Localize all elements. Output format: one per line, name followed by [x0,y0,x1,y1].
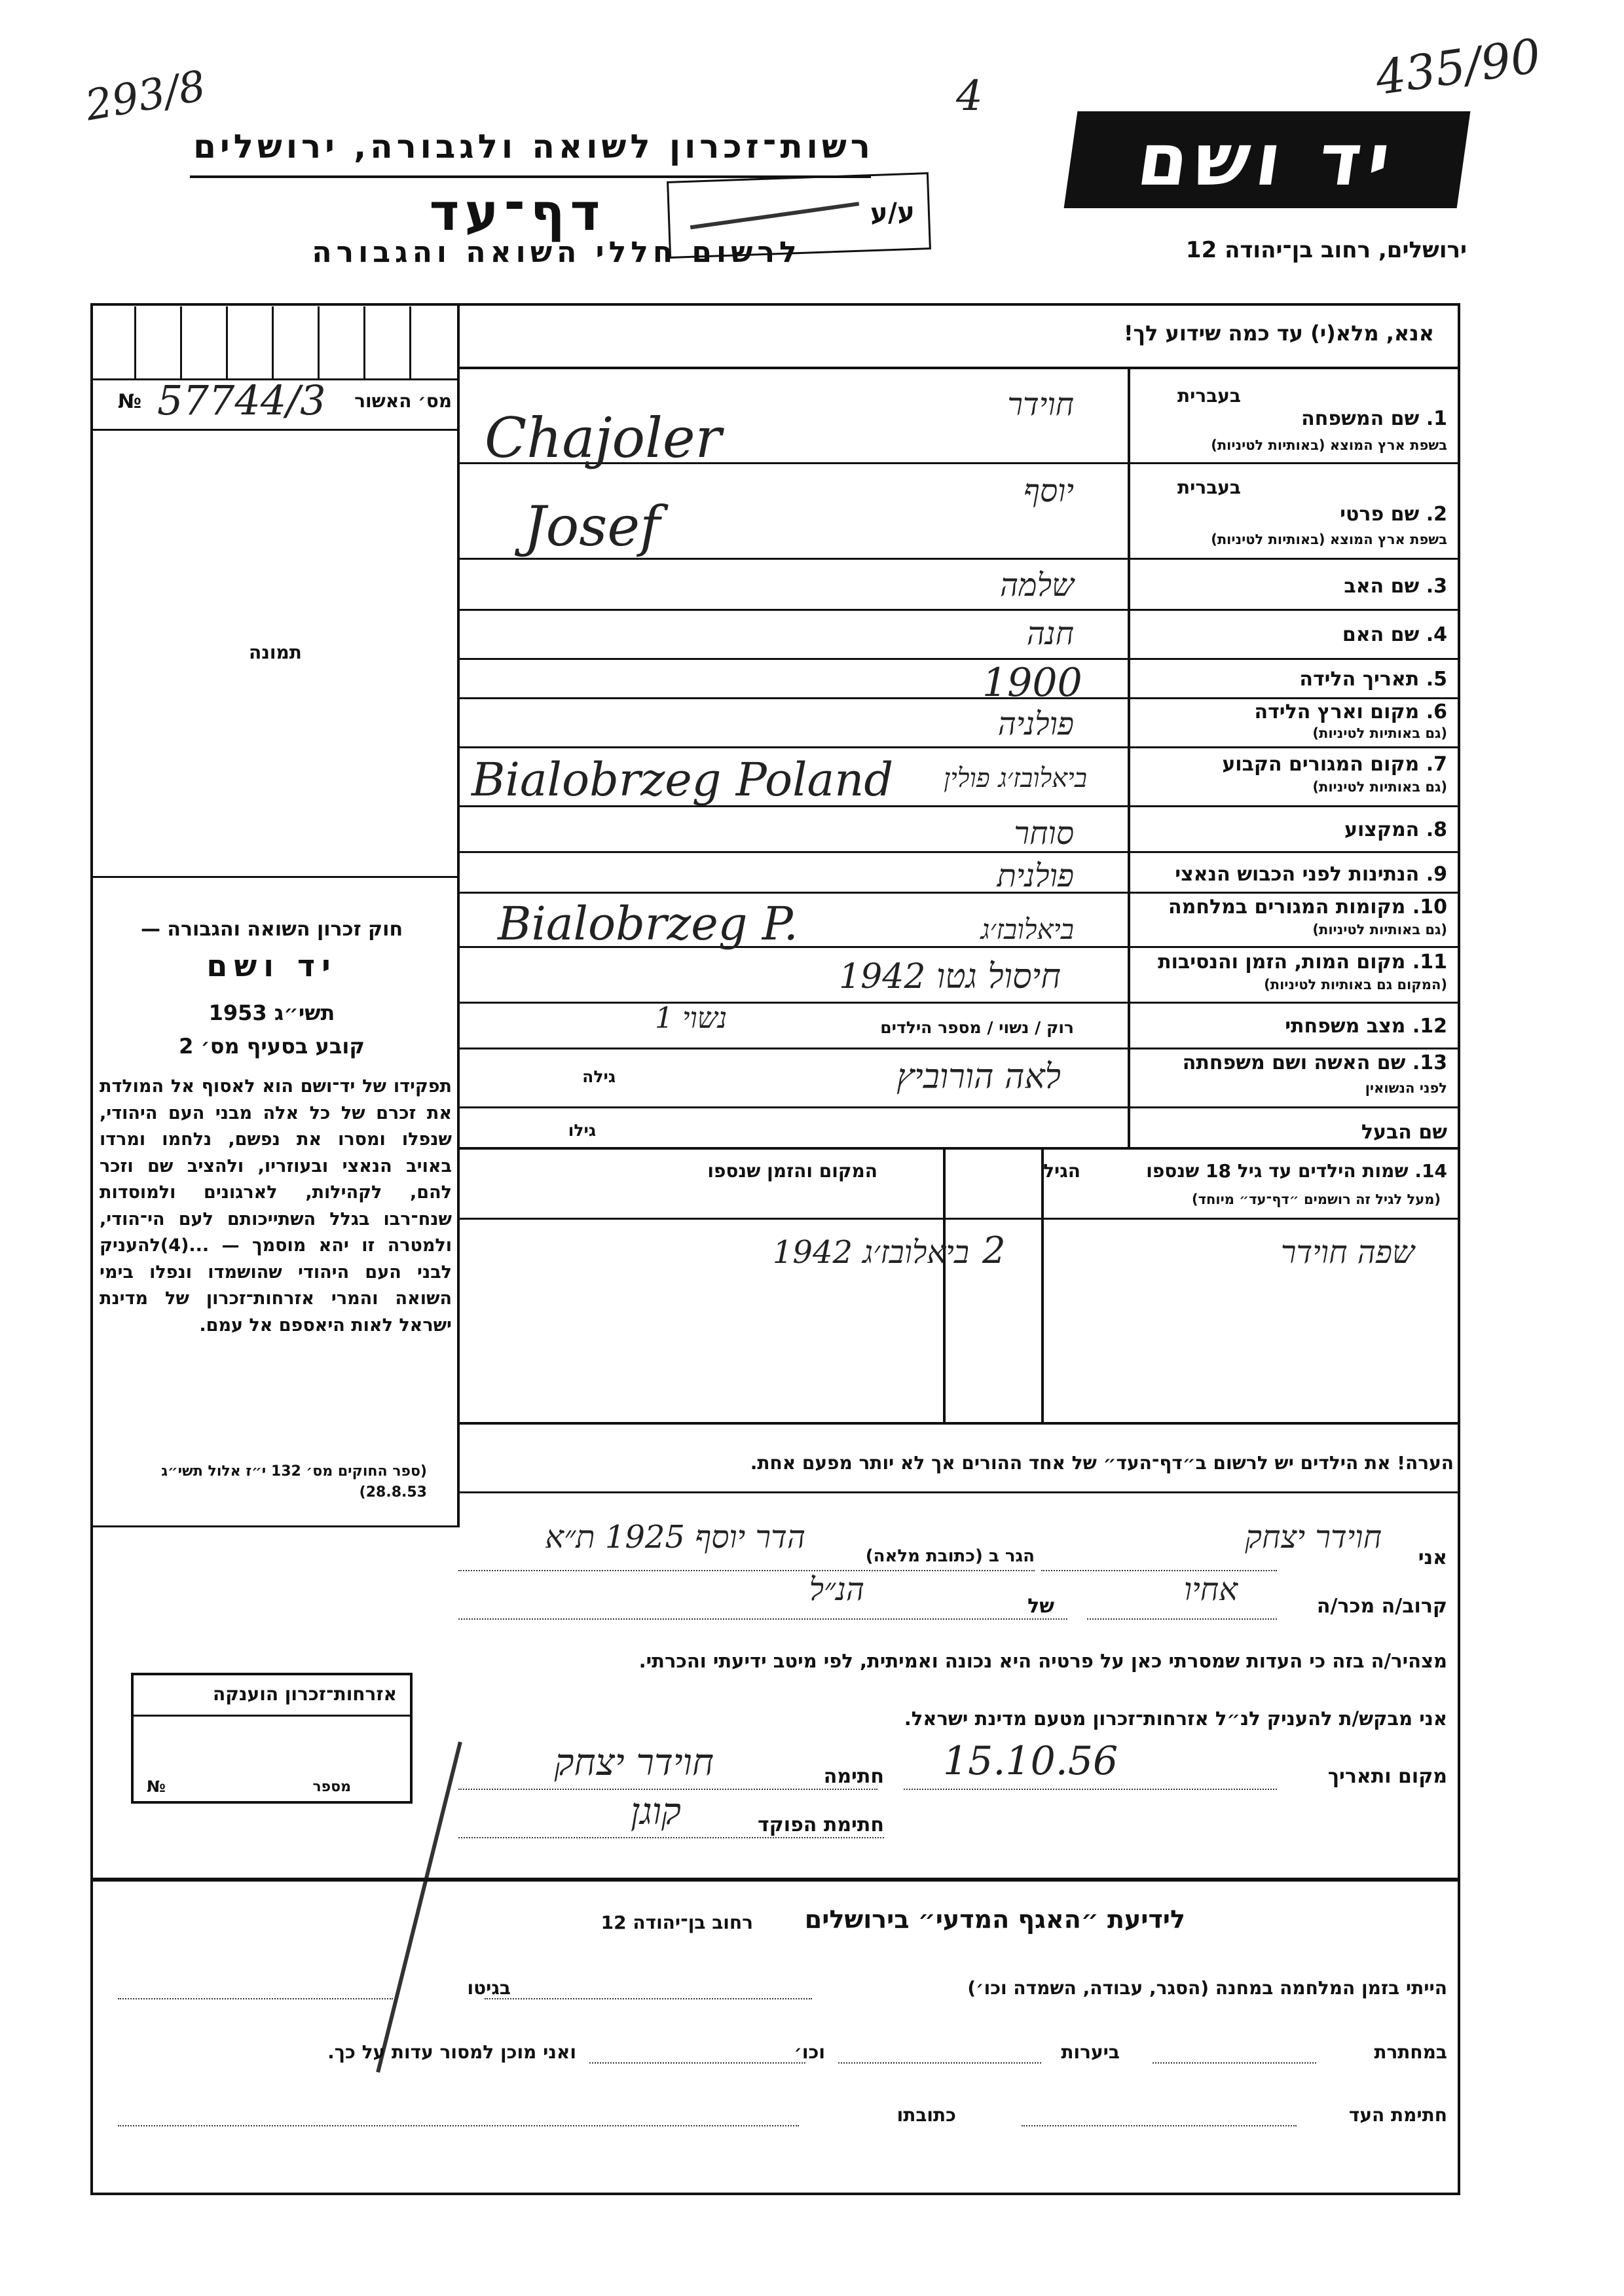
date-value: 15.10.56 [943,1738,1118,1784]
occupation-value: סוחר [1014,815,1074,852]
address-line [458,1570,1035,1571]
declarant-line [1041,1570,1277,1571]
place-date-line [904,1789,1277,1790]
children-col-age-label: הגיל [1043,1160,1080,1182]
approval-no-sign: № [118,390,142,413]
citizenship-no-sign: № [147,1777,166,1796]
row-rule [458,697,1460,699]
birth-place-value: פולניה [997,706,1074,742]
husband-age-label: גילו [568,1121,596,1140]
field-label-11: 11. מקום המות, הזמן והנסיבות [1158,951,1447,974]
firstname-hebrew: יוסף [1023,473,1074,509]
photo-label: תמונה [249,642,302,663]
row-rule [458,746,1460,748]
law-citation: (ספר החוקים מס׳ 132 י״ז אלול תשי״ג 28.8.53) [161,1463,427,1501]
children-col-age [943,1147,946,1422]
field-sub-13: לפני הנשואין [1365,1080,1447,1096]
remark-rule [458,1491,1460,1493]
notice-ghetto-label: בגיטו [467,1977,511,1999]
notice-witness-label: חתימת העד [1348,2104,1447,2126]
children-count-value: נשוי 1 [655,1002,728,1035]
field-label-12: 12. מצב משפחתי [1285,1015,1447,1038]
field-label-7: 7. מקום המגורים הקבוע [1222,753,1447,776]
stamp-scribble [690,202,859,229]
surname-latin: Chajoler [485,406,722,470]
signature-value: חוידר יצחק [554,1741,714,1784]
declarant-name: חוידר יצחק [1245,1519,1382,1556]
field-label-6: 6. מקום וארץ הלידה [1254,701,1447,723]
field-label-4: 4. שם האם [1342,623,1447,646]
notice-camp-line [485,1998,812,1999]
row-rule [458,1002,1460,1004]
law-body: תפקידו של יד־ושם הוא לאסוף אל המולדת את זכרם של כל אלה מבני העם היהודי, שנפלו ומסרו את נפשם, נלחמו ומרדו באויב הנאצי ובעוזריו, ולהציב שם וזכר להם, לקהילות, לארגונים ולמוסדות שנח־רבו בגלל השתייכותם לעם הי־הודי, ולמטרה זו יהא מוסמך — ...(4)להעניק לבני העם היהודי שהושמדו ונפלו בימי השואה והמרי אזרחות־זכרון של מדינת ישראל לאות היאספם אל עמם. [100,1076,452,1336]
field-sub-1: בשפת ארץ המוצא (באותיות לטיניות) [1211,437,1447,453]
notice-address: רחוב בן־יהודה 12 [600,1912,753,1933]
row-rule [458,658,1460,660]
label-column-divider [1128,368,1130,1147]
remark-text-alt: הערה! את הילדים יש לרשום ב״דף־העד״ של אחד ההורים אך לא יותר מפעם אחת. [750,1452,1454,1474]
children-top-rule [458,1147,1460,1150]
law-box-bottom [92,1525,458,1527]
signature-line [458,1789,877,1790]
children-bottom-rule [458,1422,1460,1425]
field-sub-10: (גם באותיות לטיניות) [1312,922,1447,938]
approval-number: 57744/3 [157,376,326,424]
hebrew-label-1: בעברית [1177,385,1241,407]
field-label-8: 8. המקצוע [1344,818,1447,841]
archive-mark-left: 293/8 [81,62,210,131]
relation-line [1087,1618,1277,1620]
citizenship-number-label: מספר [312,1779,351,1795]
notice-address-label: כתובתו [896,2104,956,2126]
notice-etc-label: וכו׳ [794,2041,825,2063]
law-year: 1953 [208,1000,267,1025]
notice-underground-label: במחתרת [1374,2041,1447,2063]
field-sub-7: (גם באותיות לטיניות) [1312,779,1447,795]
field-label-10: 10. מקומות המגורים במלחמה [1168,896,1447,919]
form-subtitle: לרשום חללי השואה והגבורה [312,236,802,269]
child-place-value: ביאלובז׳ג 1942 [772,1234,969,1271]
photo-bottom-rule [92,876,458,878]
row-rule [458,609,1460,611]
law-year-he: תשי״ג [274,1000,335,1025]
instruction-text: אנא, מלא(י) עד כמה שידוע לך! [1123,321,1434,346]
wife-name-value: לאה הורוביץ [896,1057,1061,1097]
row-rule [458,851,1460,853]
header-address: ירושלים, רחוב בן־יהודה 12 [1185,237,1467,263]
child-name-value: שפה חוידר [1280,1234,1414,1271]
citizenship-title: אזרחות־זכרון הוענקה [213,1683,397,1705]
residence-hebrew: ביאלובז׳ג פולין [944,763,1087,793]
notice-ready-label: ואני מוכן למסור עדות על כך. [327,2041,576,2063]
row-rule [458,1048,1460,1049]
wartime-residence-latin: Bialobrzeg P. [498,897,798,951]
officer-line [458,1837,884,1838]
nationality-value: פולנית [997,858,1074,894]
officer-signature: קוגן [630,1791,681,1833]
form-title: דף־עד [429,183,606,242]
field-label-5: 5. תאריך הלידה [1299,668,1447,691]
child-age-value: 2 [982,1230,1006,1272]
notice-underground-line [1153,2062,1316,2064]
field-label-3: 3. שם האב [1344,575,1447,598]
law-org: יד ושם [206,948,337,983]
notice-camp-label: הייתי בזמן המלחמה במחנה (הסגר, עבודה, השמדה וכו׳) [967,1977,1447,1999]
father-name-value: שלמה [999,567,1074,604]
citizenship-rule [134,1715,410,1717]
hebrew-label-2: בעברית [1177,477,1241,498]
of-value: הנ״ל [809,1571,864,1608]
of-line [458,1618,1067,1620]
children-header-rule [458,1218,1460,1220]
statement-text: מצהיר/ה בזה כי העדות שמסרתי כאן על פרטיה היא נכונה ואמיתית, לפי מיטב ידיעתי והכרתי. [638,1650,1447,1672]
residence-latin: Bialobrzeg Poland [471,753,894,807]
yad-vashem-logo: יד ושם [1064,111,1471,208]
surname-hebrew: חוידר [1007,386,1074,423]
address-value: הדר יוסף 1925 ת״א [545,1519,805,1556]
wartime-residence-hebrew: ביאלובז׳ג [980,913,1074,945]
place-date-label: מקום ותאריך [1327,1765,1447,1788]
law-year-row [98,1000,445,1025]
wife-age-label: גילה [582,1067,616,1086]
approval-tabs [95,306,456,378]
stamp-text: ע/ע [870,196,915,229]
received-stamp [667,172,931,259]
signature-label: חתימה [823,1765,884,1788]
left-column-divider [457,303,460,1527]
notice-ghetto-line [118,1998,393,1999]
approval-bottom-rule [92,429,458,431]
law-clause: קובע בסעיף מס׳ 2 [179,1034,365,1059]
field-sub-6: (גם באותיות לטיניות) [1312,725,1447,741]
field-label-9: 9. הנתינות לפני הכבוש הנאצי [1175,863,1447,886]
row-rule [458,1106,1460,1108]
birth-date-value: 1900 [982,660,1082,706]
authority-title: רשות־זכרון לשואה ולגבורה, ירושלים [193,128,874,166]
children-col-name [1041,1147,1044,1422]
notice-title: לידיעת ״האגף המדעי״ בירושלים [804,1905,1185,1934]
of-label: של [1027,1595,1054,1618]
field-sub-2: בשפת ארץ המוצא (באותיות לטיניות) [1211,532,1447,547]
resides-label: הגר ב (כתובת מלאה) [865,1546,1035,1566]
archive-mark-right: 435/90 [1372,27,1544,106]
mother-name-value: חנה [1026,615,1074,652]
children-col-place-label: המקום והזמן שנספו [707,1160,877,1182]
declarant-label: אני [1418,1546,1447,1569]
row-rule [458,892,1460,894]
field-sub-11: (המקום גם באותיות לטיניות) [1264,977,1447,993]
field-label-13: 13. שם האשה ושם משפחתה [1182,1051,1447,1074]
archive-mark-center: 4 [956,72,983,120]
citizenship-box [131,1673,413,1804]
notice-forests-line [838,2062,1041,2064]
notice-top-rule [90,1878,1460,1882]
firstname-latin: Josef [524,494,661,558]
notice-etc-line [589,2062,805,2064]
approval-label: מס׳ האשור [354,390,452,412]
relation-value: אחיו [1183,1571,1238,1608]
relative-label: קרוב/ה מכר/ה [1316,1595,1447,1618]
death-place-value: חיסול גטו 1942 [839,957,1061,996]
notice-address-line [118,2125,799,2126]
officer-label: חתימת הפוקד [758,1813,884,1836]
request-text: אני מבקש/ת להעניק לנ״ל אזרחות־זכרון מטעם מדינת ישראל. [904,1707,1447,1730]
notice-forests-label: ביערות [1061,2041,1120,2063]
husband-label: שם הבעל [1361,1121,1447,1144]
field-label-2: 2. שם פרטי [1340,503,1447,526]
law-title: חוק זכרון השואה והגבורה — [140,918,403,941]
field-label-1: 1. שם המשפחה [1301,407,1447,430]
marital-options: רוק / נשוי / מספר הילדים [880,1018,1074,1037]
instruction-rule [458,367,1460,369]
children-note: (מעל לגיל זה רושמים ״דף־עד״ מיוחד) [1192,1192,1441,1207]
children-title: 14. שמות הילדים עד גיל 18 שנספו [1146,1160,1447,1182]
notice-witness-line [1022,2125,1297,2126]
